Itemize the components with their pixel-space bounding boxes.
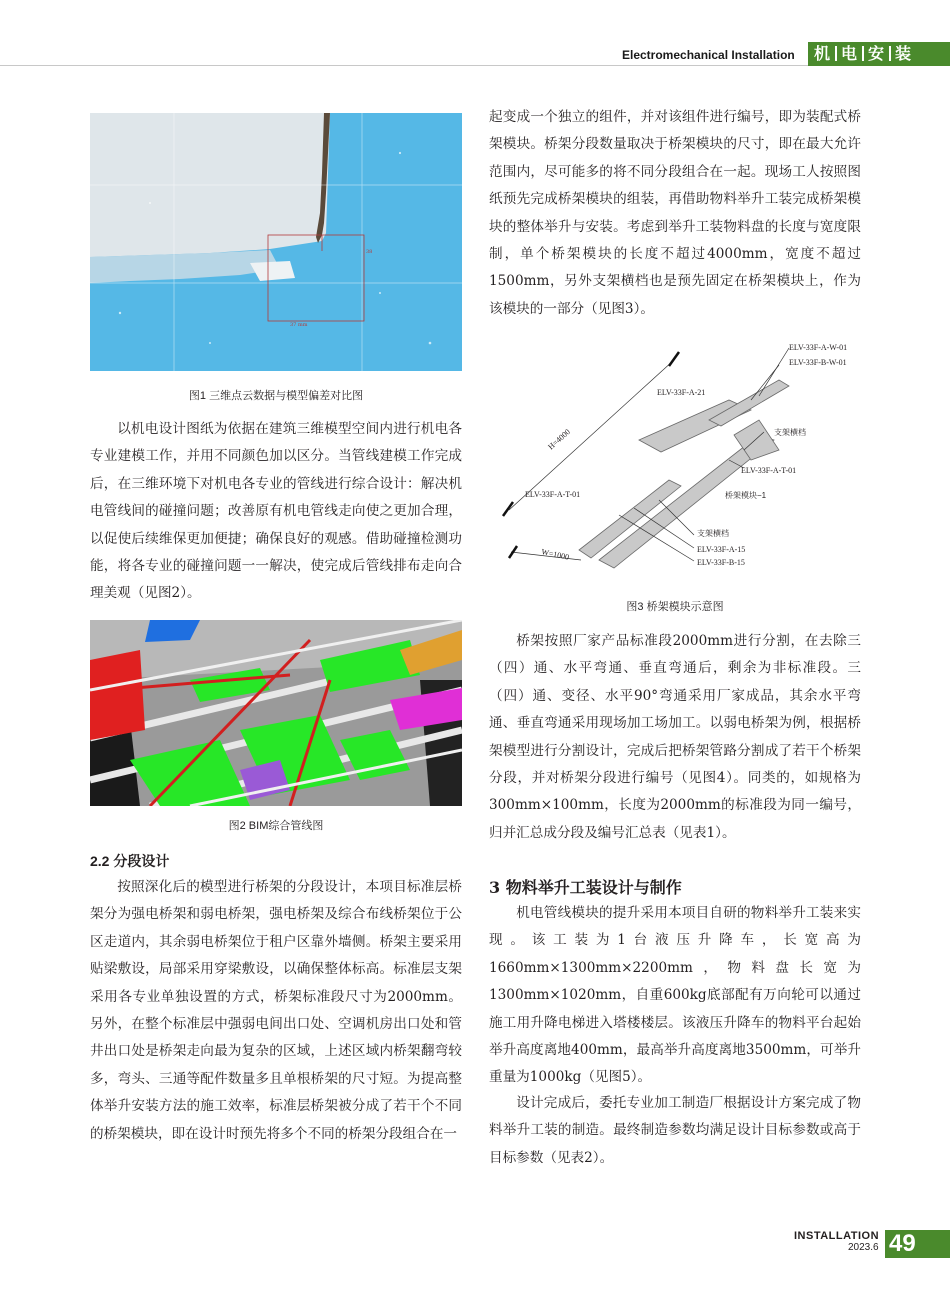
bim-model-image bbox=[90, 620, 462, 806]
figure-2-bim-pipelines bbox=[90, 620, 462, 806]
section-heading-2-2: 2.2 分段设计 bbox=[90, 853, 170, 869]
fig3-label: H=4000 bbox=[546, 427, 572, 452]
fig1-dim-label: 38 bbox=[366, 249, 373, 255]
fig3-label: ELV-33F-B-W-01 bbox=[789, 358, 847, 367]
figure-1-point-cloud bbox=[90, 113, 462, 371]
section-title-en: Electromechanical Installation bbox=[622, 48, 795, 62]
fig3-label: W=1000 bbox=[540, 547, 570, 562]
body-paragraph: 桥架按照厂家产品标准段2000mm进行分割，在去除三（四）通、水平弯通、垂直弯通后，剩余为非标准段。三（四）通、变径、水平90°弯通采用厂家成品，其余水平弯通、垂直弯通采用现场加工场加工。以弱电桥架为例，根据桥架模型进行分割设计，完成后把桥架管路分割成了若干个桥架分段，并对桥架分段进行编号（见图4）。同类的，如规格为300mm×100mm，长度为2000mm的标准段为同一编号，归并汇总成分段及编号汇总表（见表1）。 bbox=[489, 633, 861, 841]
body-paragraph: 以机电设计图纸为依据在建筑三维模型空间内进行机电各专业建模工作，并用不同颜色加以区分。当管线建模工作完成后，在三维环境下对机电各专业的管线进行综合设计：解决机电管线间的碰撞问题；改善原有机电管线走向使之更加合理，以促使后续维保更加便捷；确保良好的观感。借助碰撞检测功能，将各专业的碰撞问题一一解决，使完成后管线排布走向合理美观（见图2）。 bbox=[90, 421, 462, 602]
figure-2-caption: 图2 BIM综合管线图 bbox=[228, 820, 324, 832]
fig3-label: ELV-33F-A-15 bbox=[697, 545, 746, 554]
section-char: 装 bbox=[895, 44, 913, 63]
divider bbox=[862, 46, 864, 61]
section-char: 机 bbox=[814, 44, 832, 63]
fig1-dim-label: 37 mm bbox=[290, 322, 308, 328]
section-char: 安 bbox=[868, 44, 886, 63]
body-paragraph: 设计完成后，委托专业加工制造厂根据设计方案完成了物料举升工装的制造。最终制造参数均满足设计目标参数或高于目标参数（见表2）。 bbox=[489, 1095, 861, 1166]
figure-1-caption: 图1 三维点云数据与模型偏差对比图 bbox=[188, 390, 364, 402]
point-cloud-image bbox=[90, 113, 462, 371]
fig3-label: ELV-33F-B-15 bbox=[697, 558, 745, 567]
section-heading-3: 3 物料举升工装设计与制作 bbox=[489, 878, 682, 897]
section-title-cn bbox=[808, 42, 950, 66]
body-paragraph: 按照深化后的模型进行桥架的分段设计，本项目标准层桥架分为强电桥架和弱电桥架，强电桥架及综合布线桥架位于公区走道内，其余弱电桥架位于租户区靠外墙侧。桥架主要采用贴梁敷设，局部采用穿梁敷设，以确保整体标高。标准层支架采用各专业单独设置的方式，桥架标准段尺寸为2000mm。另外，在整个标准层中强弱电间出口处、空调机房出口处和管井出口处是桥架走向最为复杂的区域，上述区域内桥架翻弯较多，弯头、三通等配件数量多且单根桥架的尺寸短。为提高整体举升安装方法的施工效率，标准层桥架被分成了若干个不同的桥架模块，即在设计时预先将多个不同的桥架分段组合在一 bbox=[90, 879, 462, 1142]
figure-3-tray-module bbox=[489, 340, 869, 585]
fig3-label: ELV-33F-A-T-01 bbox=[525, 490, 581, 499]
issue-date: 2023.6 bbox=[848, 1242, 879, 1253]
divider bbox=[835, 46, 837, 61]
body-paragraph: 起变成一个独立的组件，并对该组件进行编号，即为装配式桥架模块。桥架分段数量取决于桥架模块的尺寸，即在最大允许范围内，尽可能多的将不同分段组合在一起。现场工人按照图纸预先完成桥架模块的组装，再借助物料举升工装完成桥架模块的整体举升与安装。考虑到举升工装物料盘的长度与宽度限制，单个桥架模块的长度不超过4000mm，宽度不超过1500mm，另外支架横档也是预先固定在桥架模块上，作为该模块的一部分（见图3）。 bbox=[489, 109, 861, 317]
journal-title: INSTALLATION bbox=[794, 1230, 880, 1242]
page-number: 49 bbox=[885, 1230, 950, 1258]
divider bbox=[889, 46, 891, 61]
fig3-label: 桥架模块−1 bbox=[725, 491, 767, 500]
fig3-label: ELV-33F-A-21 bbox=[657, 388, 706, 397]
section-char: 电 bbox=[841, 44, 859, 63]
fig3-label: ELV-33F-A-T-01 bbox=[741, 466, 797, 475]
fig3-label: 支架横档 bbox=[697, 529, 729, 538]
tray-module-diagram bbox=[489, 340, 869, 585]
fig3-label: 支架横档 bbox=[774, 428, 806, 437]
fig3-label: ELV-33F-A-W-01 bbox=[789, 343, 848, 352]
figure-3-caption: 图3 桥架模块示意图 bbox=[626, 601, 724, 613]
body-paragraph: 机电管线模块的提升采用本项目自研的物料举升工装来实现。该工装为1台液压升降车，长宽高为1660mm×1300mm×2200mm，物料盘长宽为1300mm×1020mm，自重600kg底部配有万向轮可以通过施工用升降电梯进入塔楼楼层。该液压升降车的物料平台起始举升高度离地400mm，最高举升高度离地3500mm，可举升重量为1000kg（见图5）。 bbox=[489, 905, 861, 1086]
